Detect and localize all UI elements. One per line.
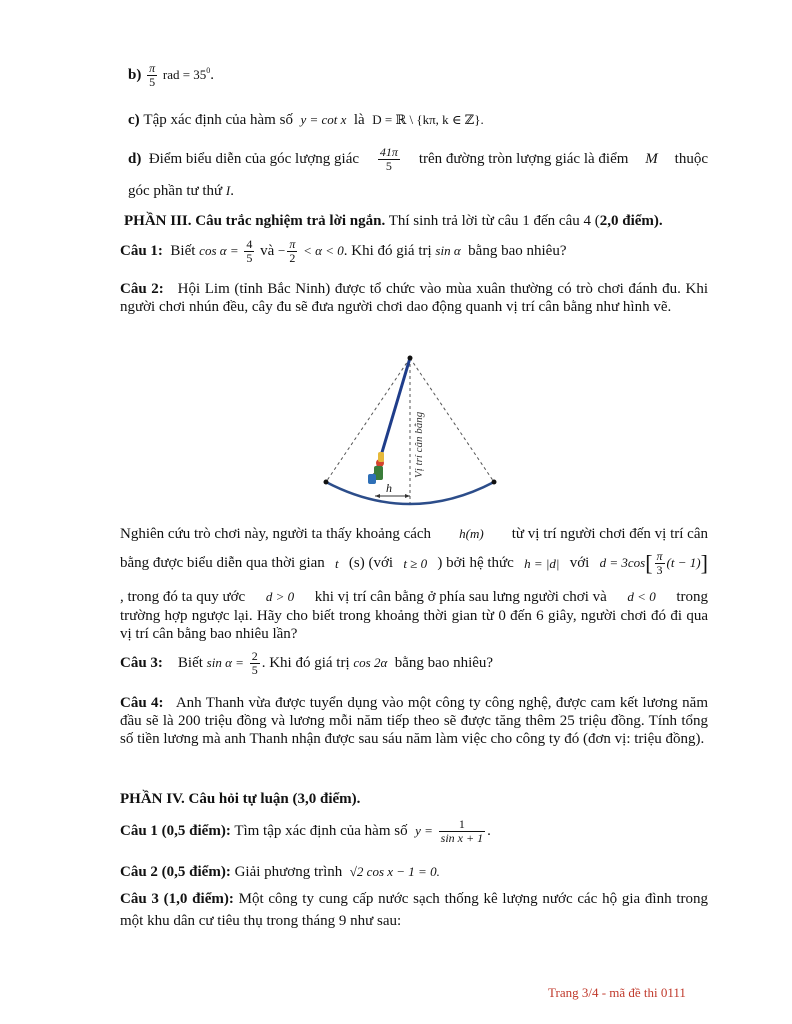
essay-2: Câu 2 (0,5 điểm): Giải phương trình √2 cos x − 1 = 0.: [120, 864, 440, 880]
question-2-line1: Nghiên cứu trò chơi này, người ta thấy khoảng cách h(m) từ vị trí người chơi đến vị trí cân: [120, 526, 708, 542]
right-end-point: [492, 480, 497, 485]
question-2-intro: Câu 2: Hội Lim (tỉnh Bắc Ninh) được tổ chức vào mùa xuân thường có trò chơi đánh đu. Khi người chơi nhún đều, cây đu sẽ đưa người chơi dao động quanh vị trí cân bằng như hình vẽ.: [120, 281, 708, 315]
item-c: c) Tập xác định của hàm số y = cot x là D = ℝ \ {kπ, k ∈ ℤ}.: [128, 112, 484, 128]
player-figure: [368, 452, 384, 484]
question-2-line3: , trong đó ta quy ước d > 0 khi vị trí cân bằng ở phía sau lưng người chơi và d < 0 trong: [120, 589, 708, 605]
equilibrium-label: Vị trí cân bằng: [413, 411, 425, 478]
question-3: Câu 3: Biết sin α = $\frac{2}{5}$ . Khi đó giá trị cos 2α bằng bao nhiêu?: [120, 649, 494, 677]
question-4: Câu 4: Anh Thanh vừa được tuyển dụng vào một công ty công nghệ, được cam kết lương năm đầu sẽ là 200 triệu đồng và lương mỗi năm tiếp theo sẽ được tăng thêm 25 triệu đồng. Tính tổng số tiền lương mà anh Thanh nhận được sau sáu năm làm việc cho công ty đó (đơn vị: triệu đồng).: [120, 695, 708, 747]
item-d: d) Điểm biểu diễn của góc lượng giác $\frac{41\pi}{5}$ trên đường tròn lượng giác là điểm M thuộc góc phần tư thứ I.: [128, 145, 708, 199]
part3-heading: PHẦN III. Câu trắc nghiệm trả lời ngắn. Thí sinh trả lời từ câu 1 đến câu 4 (2,0 điểm).: [124, 213, 663, 229]
left-rope: [326, 358, 410, 482]
h-label: h: [386, 481, 392, 495]
fraction-pi-5: $\frac{\pi}{5}$: [149, 61, 156, 89]
essay-1: Câu 1 (0,5 điểm): Tìm tập xác định của hàm số y = $\frac{1}{\text{sin x + 1}}$ .: [120, 817, 491, 845]
question-2-rest: trường hợp ngược lại. Hãy cho biết trong khoảng thời gian từ 0 đến 6 giây, người chơi đó đi qua vị trí cân bằng bao nhiêu lần?: [120, 608, 708, 642]
essay-3: Câu 3 (1,0 điểm): Một công ty cung cấp nước sạch thống kê lượng nước các hộ gia đình trong một khu dân cư tiêu thụ trong tháng 9 như sau:: [120, 891, 708, 929]
question-2-line2: bằng được biểu diễn qua thời gian t (s) (với t ≥ 0 ) bởi hệ thức h = |d| với d = 3cos[ $\frac{\pi}{3}$ (t − 1)]: [120, 549, 708, 577]
left-end-point: [324, 480, 329, 485]
question-1: Câu 1: Biết cos α = $\frac{4}{5}$ và − $\frac{\pi}{2}$ < α < 0. Khi đó giá trị sin α bằng bao nhiêu?: [120, 237, 567, 265]
fraction-41pi-5: $\frac{41\pi}{5}$: [379, 145, 398, 173]
part4-heading: PHẦN IV. Câu hỏi tự luận (3,0 điểm).: [120, 791, 361, 807]
page-footer: Trang 3/4 - mã đề thi 0111: [548, 985, 686, 1000]
swing-figure: [318, 348, 502, 508]
pivot-point: [408, 356, 413, 361]
item-b: b) $\frac{\pi}{5}$ rad = $35^0$.: [128, 61, 215, 89]
